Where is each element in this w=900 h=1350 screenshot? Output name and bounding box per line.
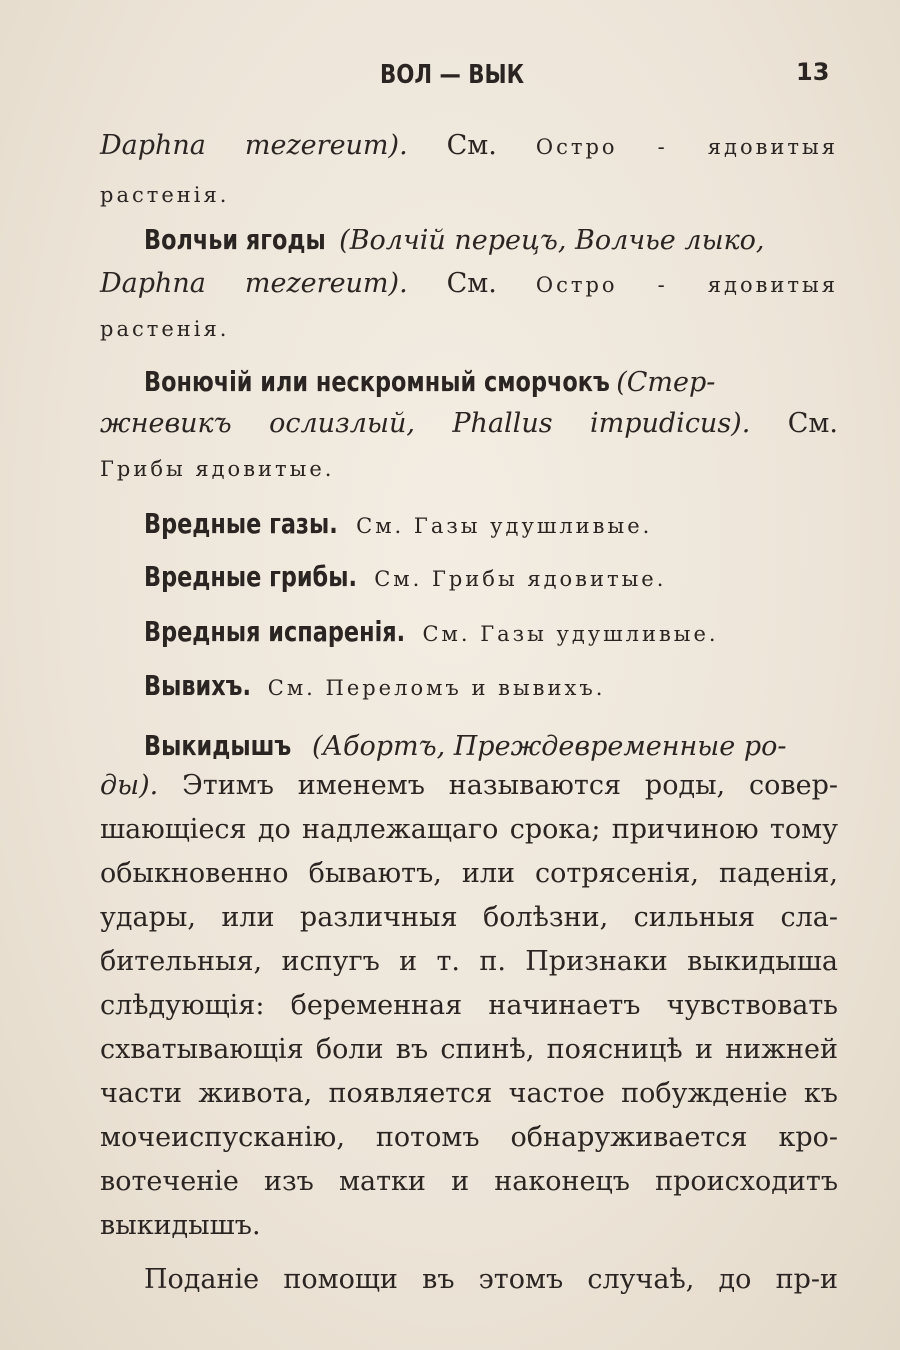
- cross-reference: Грибы ядовитые.: [100, 457, 335, 481]
- entry-vonuchy-smorchok: [144, 360, 838, 404]
- body-line: [100, 896, 838, 940]
- text-line: [100, 446, 838, 490]
- headword: Выкидышъ: [144, 729, 292, 762]
- body-text: обыкновенно бываютъ, или сотрясенія, паденія,: [100, 858, 838, 889]
- entry-vrednye-griby: [144, 555, 838, 599]
- synonyms: (Стер-: [616, 367, 716, 398]
- running-head: [0, 60, 900, 96]
- cross-reference: См. Грибы ядовитые.: [374, 567, 667, 591]
- body-line: [100, 852, 838, 896]
- entry-vrednye-gazy: [144, 502, 838, 546]
- see-ref: См.: [446, 130, 497, 161]
- synonyms: ды).: [100, 770, 159, 801]
- headword: Вывихъ.: [144, 669, 251, 702]
- body-line: [100, 808, 838, 852]
- page-number: 13: [796, 58, 830, 86]
- body-text: мочеиспусканію, потомъ обнаруживается кро-: [100, 1122, 838, 1153]
- body-line: [100, 940, 838, 984]
- headword: Вредные газы.: [144, 507, 338, 540]
- headword: Вредныя испаренія.: [144, 615, 406, 648]
- body-text: вотеченіе изъ матки и наконецъ происходитъ: [100, 1166, 838, 1197]
- body-text: Поданіе помощи въ этомъ случаѣ, до пр-и: [144, 1264, 838, 1295]
- latin-name: Daphna mezereum).: [100, 268, 408, 299]
- body-text: слѣдующія: беременная начинаетъ чувствовать: [100, 990, 838, 1021]
- latin-name: Daphna mezereum).: [100, 130, 408, 161]
- cross-reference: См. Переломъ и вывихъ.: [267, 676, 606, 700]
- synonyms: (Волчій перецъ, Волчье лыко,: [339, 225, 765, 256]
- body-text: удары, или различныя болѣзни, сильныя сла-: [100, 902, 838, 933]
- see-ref: См.: [787, 408, 838, 439]
- cross-reference: См. Газы удушливые.: [356, 514, 653, 538]
- cross-reference: Остро - ядовитыя: [535, 273, 838, 297]
- body-line: [100, 764, 838, 808]
- body-text: части живота, появляется частое побужденіе къ: [100, 1078, 838, 1109]
- entry-vrednye-isparenia: [144, 610, 838, 654]
- text-line: [100, 124, 838, 168]
- body-text: схватывающія боли въ спинѣ, поясницѣ и нижней: [100, 1034, 838, 1065]
- body-line: [100, 1072, 838, 1116]
- body-line: [100, 984, 838, 1028]
- body-line: [100, 1116, 838, 1160]
- body-text: бительныя, испугъ и т. п. Признаки выкидыша: [100, 946, 838, 977]
- entry-vykidysh: [144, 724, 838, 768]
- body-line: [144, 1258, 838, 1302]
- headword: Волчьи ягоды: [144, 223, 326, 256]
- synonyms: жневикъ ослизлый,: [100, 408, 415, 439]
- body-line: [100, 1204, 838, 1248]
- synonyms: (Абортъ, Преждевременные ро-: [312, 731, 787, 762]
- latin-name: Phallus impudicus).: [452, 408, 751, 439]
- text-line: [100, 262, 838, 306]
- cross-reference: растенія.: [100, 183, 230, 207]
- body-line: [100, 1028, 838, 1072]
- text-line: [100, 306, 838, 350]
- headword: Вонючій или нескромный сморчокъ: [144, 365, 610, 398]
- entry-volchi-yagody: [144, 218, 838, 262]
- text-line: [100, 402, 838, 446]
- body-line: [100, 1160, 838, 1204]
- see-ref: См.: [446, 268, 497, 299]
- headword: Вредные грибы.: [144, 560, 357, 593]
- running-head-title: ВОЛ — ВЫК: [380, 60, 525, 90]
- cross-reference: Остро - ядовитыя: [535, 135, 838, 159]
- entry-vyvih: [144, 664, 838, 708]
- body-text: выкидышъ.: [100, 1210, 261, 1241]
- body-text: Этимъ именемъ называются роды, совер-: [182, 770, 838, 801]
- text-line: [100, 172, 838, 216]
- body-text: шающіеся до надлежащаго срока; причиною тому: [100, 814, 838, 845]
- cross-reference: растенія.: [100, 317, 230, 341]
- cross-reference: См. Газы удушливые.: [422, 622, 719, 646]
